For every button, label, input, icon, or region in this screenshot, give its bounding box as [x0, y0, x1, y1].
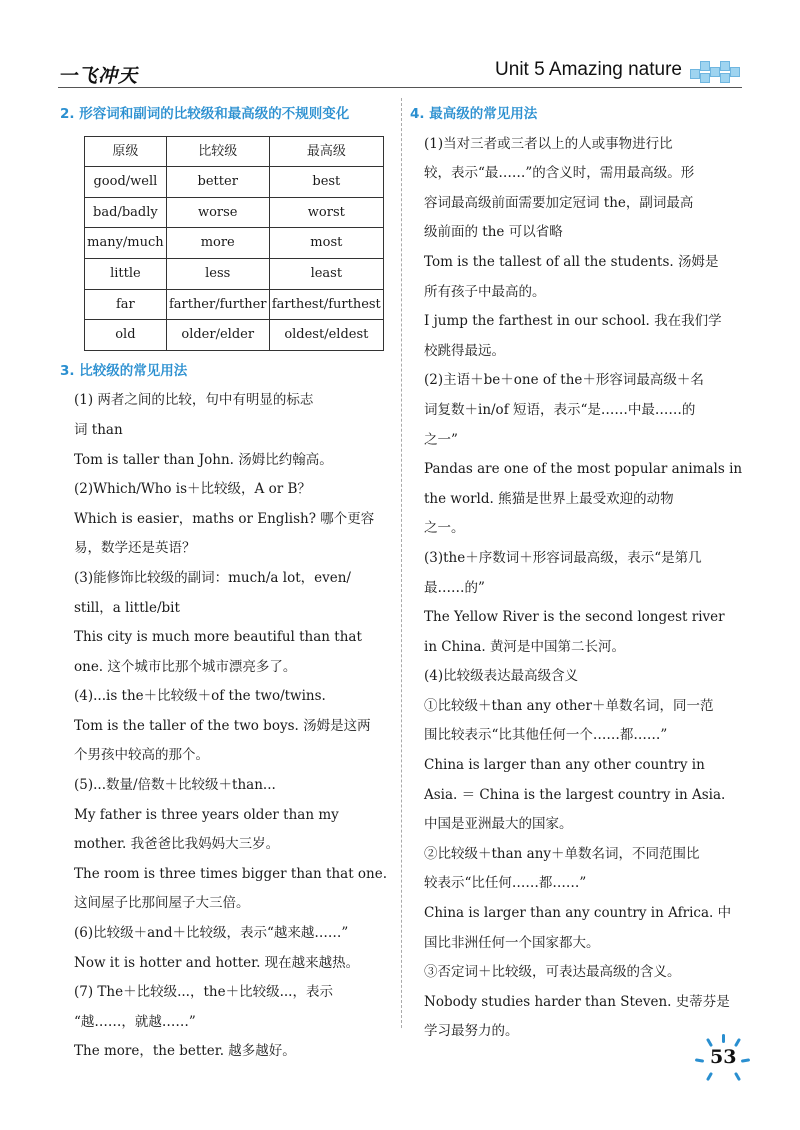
text-line: 之一。	[424, 520, 465, 537]
table-cell: best	[269, 167, 383, 198]
section-2-title: 2. 形容词和副词的比较级和最高级的不规则变化	[60, 106, 350, 122]
text-line: 国比非洲任何一个国家都大。	[424, 934, 600, 951]
table-cell: worse	[166, 197, 269, 228]
text-line: 这间屋子比那间屋子大三倍。	[74, 895, 250, 912]
text-line: 词 than	[74, 421, 123, 438]
text-line: Asia. ＝ China is the largest country in Asia.	[424, 786, 726, 803]
section-3-body	[74, 386, 390, 1067]
text-line: 围比较表示“比其他任何一个……都……”	[424, 727, 668, 744]
text-line: (2)主语＋be＋one of the＋形容词最高级＋名	[424, 372, 704, 389]
section-4-title: 4. 最高级的常见用法	[410, 106, 538, 122]
text-line: My father is three years older than my	[74, 806, 339, 823]
table-header-row	[85, 136, 384, 167]
page-header	[58, 55, 742, 91]
text-line: 较表示“比任何……都……”	[424, 875, 587, 892]
page-number: 53	[710, 1046, 737, 1068]
text-line: (3)the＋序数词＋形容词最高级，表示“是第几	[424, 549, 702, 566]
text-line: mother. 我爸爸比我妈妈大三岁。	[74, 836, 280, 853]
text-line: 容词最高级前面需要加定冠词 the，副词最高	[424, 194, 694, 211]
text-line: 学习最努力的。	[424, 1023, 519, 1040]
text-line: 级前面的 the 可以省略	[424, 224, 563, 241]
text-line: ①比较级＋than any other＋单数名词，同一范	[424, 697, 714, 714]
text-line: 最……的”	[424, 579, 485, 596]
text-line: Nobody studies harder than Steven. 史蒂芬是	[424, 993, 730, 1010]
unit-title: Unit 5 Amazing nature	[495, 59, 682, 80]
section-3-title: 3. 比较级的常见用法	[60, 362, 188, 379]
table-header: 最高级	[269, 136, 383, 167]
brand-logo: 一飞冲天	[58, 65, 139, 87]
table-cell: older/elder	[166, 320, 269, 351]
table-cell: farthest/furthest	[269, 289, 383, 320]
table-row	[85, 258, 384, 289]
text-line: The room is three times bigger than that one.	[74, 865, 388, 882]
text-line: 之一”	[424, 431, 458, 448]
table-cell: farther/further	[166, 289, 269, 320]
right-column	[410, 100, 744, 1047]
table-cell: little	[85, 258, 167, 289]
column-divider	[401, 98, 402, 1028]
decorative-squares-icon	[690, 59, 742, 87]
table-cell: bad/badly	[85, 197, 167, 228]
text-line: Tom is taller than John. 汤姆比约翰高。	[74, 451, 333, 468]
section-4-body	[424, 130, 744, 1047]
text-line: (5)...数量/倍数＋比较级＋than...	[74, 777, 276, 794]
text-line: The Yellow River is the second longest river	[424, 609, 725, 626]
table-cell: least	[269, 258, 383, 289]
text-line: ②比较级＋than any＋单数名词，不同范围比	[424, 845, 700, 862]
page-number-badge	[700, 1038, 750, 1078]
text-line: (6)比较级＋and＋比较级，表示“越来越……”	[74, 925, 349, 942]
text-line: 校跳得最远。	[424, 342, 505, 359]
text-line: This city is much more beautiful than that	[74, 629, 362, 646]
table-header: 原级	[85, 136, 167, 167]
text-line: ③否定词＋比较级，可表达最高级的含义。	[424, 964, 681, 981]
text-line: 词复数＋in/of 短语，表示“是……中最……的	[424, 401, 696, 418]
text-line: the world. 熊猫是世界上最受欢迎的动物	[424, 490, 674, 507]
table-row	[85, 197, 384, 228]
text-line: 个男孩中较高的那个。	[74, 747, 209, 764]
left-column	[60, 100, 390, 1067]
text-line: (7) The＋比较级...，the＋比较级...，表示	[74, 984, 333, 1001]
table-row	[85, 289, 384, 320]
text-line: (1)当对三者或三者以上的人或事物进行比	[424, 135, 673, 152]
table-header: 比较级	[166, 136, 269, 167]
text-line: (1) 两者之间的比较，句中有明显的标志	[74, 392, 314, 409]
text-line: China is larger than any country in Africa. 中	[424, 905, 732, 922]
text-line: Now it is hotter and hotter. 现在越来越热。	[74, 954, 360, 971]
text-line: The more，the better. 越多越好。	[74, 1043, 296, 1060]
table-row	[85, 167, 384, 198]
text-line: 易，数学还是英语？	[74, 540, 196, 557]
text-line: Pandas are one of the most popular animals in	[424, 461, 743, 478]
table-cell: more	[166, 228, 269, 259]
text-line: one. 这个城市比那个城市漂亮多了。	[74, 658, 297, 675]
table-cell: old	[85, 320, 167, 351]
text-line: (4)...is the＋比较级＋of the two/twins.	[74, 688, 326, 705]
table-cell: far	[85, 289, 167, 320]
table-cell: worst	[269, 197, 383, 228]
table-row	[85, 320, 384, 351]
text-line: (3)能修饰比较级的副词：much/a lot，even/	[74, 569, 351, 586]
table-cell: good/well	[85, 167, 167, 198]
table-cell: better	[166, 167, 269, 198]
text-line: still，a little/bit	[74, 599, 180, 616]
text-line: 较，表示“最……”的含义时，需用最高级。形	[424, 165, 695, 182]
table-cell: less	[166, 258, 269, 289]
header-rule	[58, 87, 742, 88]
text-line: China is larger than any other country in	[424, 757, 705, 774]
table-cell: many/much	[85, 228, 167, 259]
table-cell: most	[269, 228, 383, 259]
text-line: “越……，就越……”	[74, 1013, 196, 1030]
text-line: Tom is the tallest of all the students. 汤姆是	[424, 253, 719, 270]
text-line: (4)比较级表达最高级含义	[424, 668, 579, 685]
table-cell: oldest/eldest	[269, 320, 383, 351]
text-line: in China. 黄河是中国第二长河。	[424, 638, 625, 655]
text-line: (2)Which/Who is＋比较级，A or B？	[74, 481, 311, 498]
text-line: Which is easier，maths or English? 哪个更容	[74, 510, 375, 527]
text-line: I jump the farthest in our school. 我在我们学	[424, 313, 722, 330]
irregular-forms-table	[84, 136, 384, 351]
text-line: 所有孩子中最高的。	[424, 283, 546, 300]
table-row	[85, 228, 384, 259]
text-line: 中国是亚洲最大的国家。	[424, 816, 573, 833]
text-line: Tom is the taller of the two boys. 汤姆是这两	[74, 717, 371, 734]
